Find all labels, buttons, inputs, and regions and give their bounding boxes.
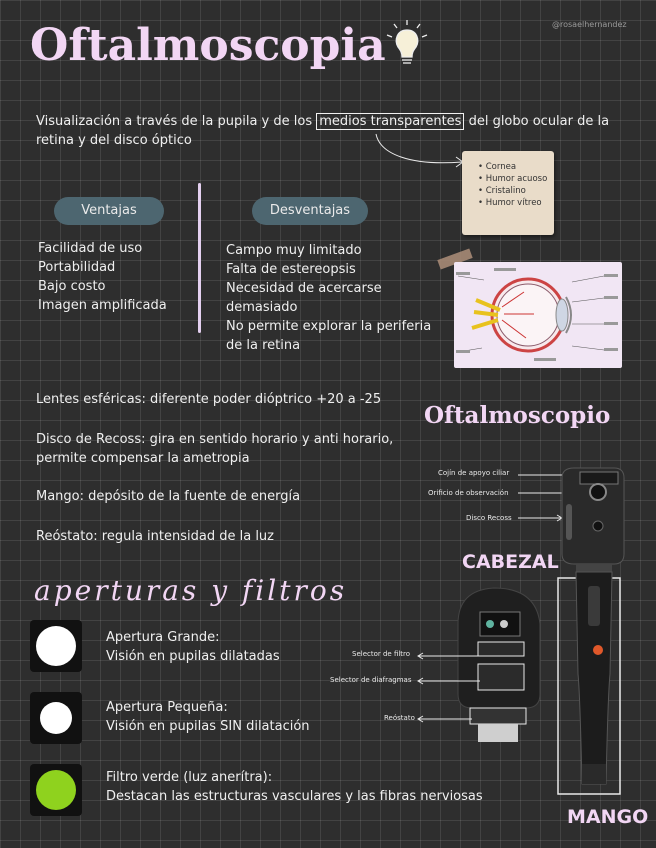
page-title: Oftalmoscopia: [30, 20, 386, 71]
ventaja-item: Imagen amplificada: [38, 298, 167, 313]
cabezal-label: CABEZAL: [462, 551, 559, 573]
ophthalmoscope-device: [554, 464, 628, 798]
label-selector-diafragmas: Selector de diafragmas: [330, 676, 412, 684]
label-disco: Disco Recoss: [466, 514, 512, 522]
desventaja-item: Campo muy limitado: [226, 243, 362, 258]
intro-text-start: Visualización a través de la pupila y de los: [36, 114, 317, 129]
desventaja-item: Falta de estereopsis: [226, 262, 356, 277]
ophthalmoscope-title: Oftalmoscopio: [424, 402, 611, 429]
ventaja-item: Bajo costo: [38, 279, 106, 294]
label-selector-filtro: Selector de filtro: [352, 650, 411, 658]
apertura-name: Apertura Grande:: [106, 630, 220, 645]
apertura-grande-swatch: [30, 620, 82, 672]
ventaja-item: Facilidad de uso: [38, 241, 143, 256]
green-circle-icon: [36, 770, 76, 810]
label-cojin: Cojín de apoyo ciliar: [438, 469, 510, 477]
intro-text: [36, 112, 626, 150]
note-item: • Humor acuoso: [478, 173, 550, 185]
label-arrows-head: [412, 646, 482, 726]
small-circle-icon: [40, 702, 72, 734]
note-item: • Humor vítreo: [478, 197, 550, 209]
column-divider: [198, 183, 201, 333]
desventaja-item: Necesidad de acercarse demasiado: [226, 281, 382, 315]
apertura-desc: Visión en pupilas SIN dilatación: [106, 719, 310, 734]
ventajas-pill: Ventajas: [54, 197, 164, 225]
apertura-name: Apertura Pequeña:: [106, 700, 228, 715]
desventaja-item: No permite explorar la periferia de la retina: [226, 319, 432, 353]
sticky-note: [462, 151, 554, 235]
fact-mango: Mango: depósito de la fuente de energía: [36, 489, 301, 504]
ventaja-item: Portabilidad: [38, 260, 116, 275]
intro-boxed-term: medios transparentes: [316, 113, 464, 130]
eye-diagram: [454, 262, 622, 368]
fact-disco-recoss: Disco de Recoss: gira en sentido horario y anti horario, permite compensar la ametropia: [36, 432, 394, 466]
label-orificio: Orificio de observación: [428, 489, 509, 497]
apertura-pequena-swatch: [30, 692, 82, 744]
apertura-grande: [106, 628, 356, 666]
label-reostato: Reóstato: [384, 714, 415, 722]
ventajas-list: [38, 239, 198, 315]
note-item: • Cristalino: [478, 185, 550, 197]
fact-reostato: Reóstato: regula intensidad de la luz: [36, 529, 274, 544]
apertura-desc: Destacan las estructuras vasculares y las fibras nerviosas: [106, 789, 483, 804]
intro-text-end: del globo ocular de la retina y del disco óptico: [36, 114, 610, 148]
fact-lentes: Lentes esféricas: diferente poder dióptrico +20 a -25: [36, 392, 382, 407]
desventajas-pill: Desventajas: [252, 197, 368, 225]
desventajas-list: [226, 241, 436, 355]
filtro-verde-swatch: [30, 764, 82, 816]
note-item: • Cornea: [478, 161, 550, 173]
large-circle-icon: [36, 626, 76, 666]
apertura-desc: Visión en pupilas dilatadas: [106, 649, 280, 664]
eye-cross-section-icon: [454, 262, 622, 368]
aperturas-title: aperturas y filtros: [34, 574, 348, 607]
curved-arrow-icon: [370, 132, 470, 172]
author-handle: @rosaelhernandez: [552, 20, 627, 29]
filtro-verde: [106, 768, 506, 806]
apertura-name: Filtro verde (luz anerítra):: [106, 770, 273, 785]
apertura-pequena: [106, 698, 366, 736]
lightbulb-icon: [384, 16, 430, 68]
mango-label: MANGO: [567, 806, 649, 828]
